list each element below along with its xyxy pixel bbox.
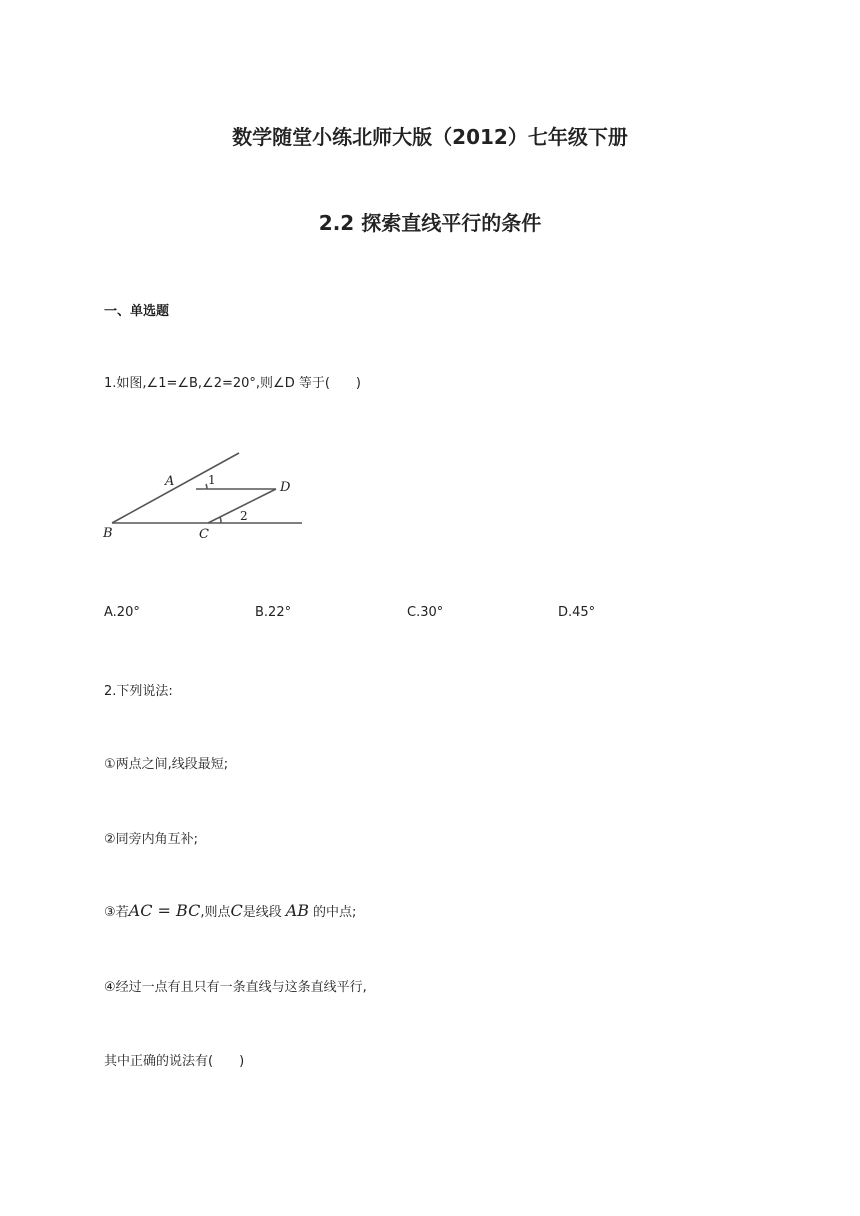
label-d: D — [280, 480, 291, 495]
label-c: C — [199, 527, 209, 542]
option-b: B.22° — [255, 605, 292, 620]
angle-2-arc — [220, 517, 221, 523]
option-a: A.20° — [104, 605, 140, 620]
lesson-title: 2.2 探索直线平行的条件 — [318, 211, 542, 235]
option-c: C.30° — [407, 605, 444, 620]
statement-3 — [104, 901, 356, 920]
point-c: C — [230, 901, 243, 920]
statement-2: ②同旁内角互补; — [104, 832, 199, 847]
statement-3-prefix: ③若 — [104, 905, 129, 920]
segment-bc: BC — [176, 901, 201, 920]
statement-3-mid2: 是线段 — [242, 905, 282, 920]
label-a: A — [165, 474, 175, 489]
equals-sign: = — [152, 901, 177, 920]
question-1-text: 1.如图,∠1=∠B,∠2=20°,则∠D 等于( ) — [104, 376, 361, 391]
segment-ac: AC — [128, 901, 153, 920]
question-1-figure — [100, 448, 310, 548]
question-2-text: 2.下列说法: — [104, 684, 173, 699]
page-title: 数学随堂小练北师大版（2012）七年级下册 — [232, 125, 628, 149]
option-d: D.45° — [558, 605, 596, 620]
label-1: 1 — [208, 473, 216, 487]
segment-ab: AB — [285, 901, 310, 920]
label-b: B — [103, 526, 113, 541]
section-heading: 一、单选题 — [104, 304, 170, 319]
statement-3-mid1: ,则点 — [200, 905, 231, 920]
statement-1: ①两点之间,线段最短; — [104, 757, 229, 772]
label-2: 2 — [240, 509, 248, 523]
line-ray-from-b — [112, 453, 239, 523]
statement-3-suffix: 的中点; — [313, 905, 357, 920]
question-2-prompt: 其中正确的说法有( ) — [104, 1054, 245, 1069]
statement-4: ④经过一点有且只有一条直线与这条直线平行, — [104, 980, 367, 995]
